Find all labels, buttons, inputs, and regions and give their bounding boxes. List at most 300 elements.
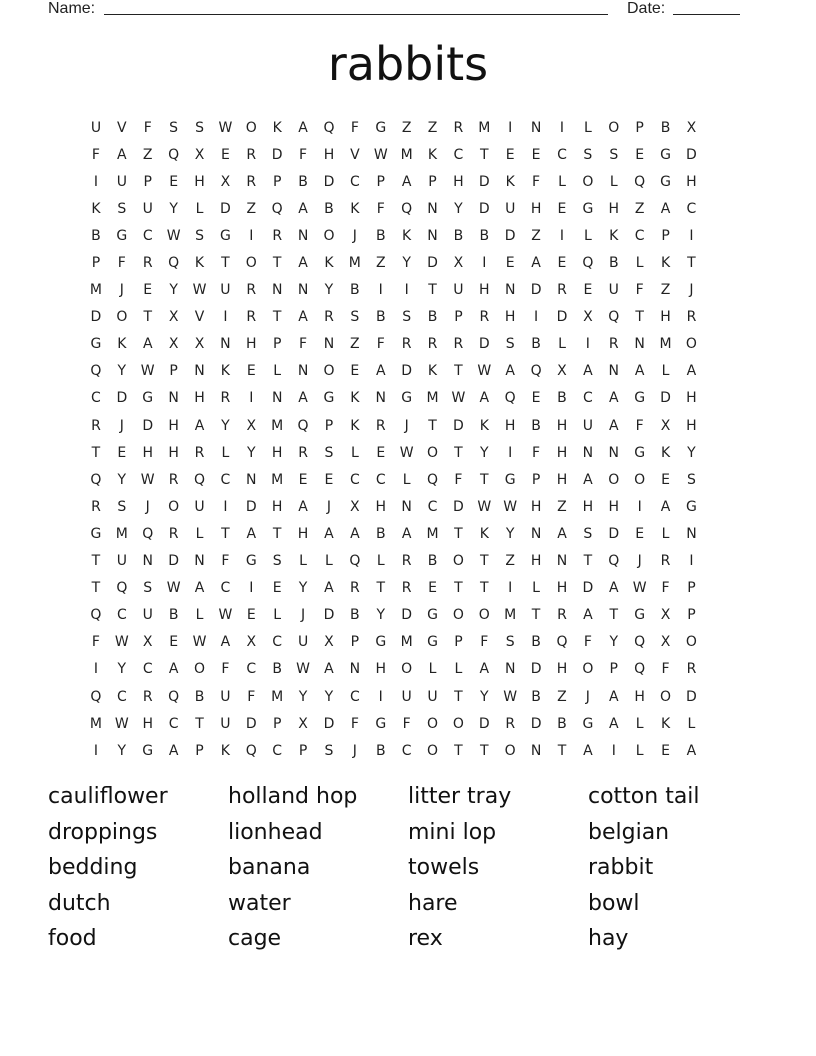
- grid-letter: O: [116, 309, 128, 326]
- word-list-item: belgian: [588, 819, 670, 845]
- grid-letter: Q: [90, 688, 102, 705]
- grid-letter: D: [504, 227, 516, 244]
- grid-letter: A: [505, 363, 515, 380]
- grid-row: [83, 385, 733, 412]
- grid-letter: E: [635, 146, 645, 163]
- grid-letter: W: [166, 227, 181, 244]
- grid-letter: L: [273, 363, 282, 380]
- grid-letter: O: [245, 255, 257, 272]
- grid-letter: C: [349, 471, 360, 488]
- grid-letter: S: [324, 742, 334, 759]
- grid-letter: N: [427, 200, 438, 217]
- grid-letter: N: [271, 282, 283, 299]
- grid-letter: L: [583, 119, 592, 136]
- grid-letter: W: [140, 471, 155, 488]
- grid-letter: B: [375, 742, 386, 759]
- grid-letter: R: [686, 661, 697, 678]
- grid-letter: G: [245, 553, 257, 570]
- grid-row: [83, 114, 733, 141]
- grid-row: [83, 548, 733, 575]
- grid-letter: N: [427, 227, 438, 244]
- grid-letter: G: [90, 525, 102, 542]
- grid-letter: N: [323, 336, 335, 353]
- grid-letter: C: [220, 580, 231, 597]
- grid-letter: N: [297, 282, 309, 299]
- word-list-item: banana: [228, 855, 311, 880]
- grid-letter: K: [505, 173, 515, 190]
- grid-letter: K: [91, 200, 101, 217]
- grid-letter: D: [427, 255, 438, 272]
- grid-letter: L: [558, 173, 566, 190]
- grid-letter: Y: [609, 634, 619, 651]
- grid-letter: W: [296, 661, 310, 678]
- word-list-item: cauliflower: [48, 784, 168, 809]
- word-list-item: holland hop: [228, 784, 358, 809]
- grid-letter: S: [583, 146, 593, 163]
- grid-letter: G: [634, 607, 646, 624]
- grid-letter: G: [634, 444, 646, 461]
- grid-letter: U: [505, 200, 516, 217]
- word-list-item: hay: [588, 926, 629, 951]
- grid-letter: K: [660, 715, 671, 732]
- grid-letter: F: [91, 146, 100, 163]
- grid-letter: L: [325, 553, 333, 570]
- grid-letter: Q: [582, 255, 594, 272]
- grid-letter: N: [530, 742, 542, 759]
- grid-letter: Z: [401, 119, 412, 136]
- grid-letter: Q: [401, 200, 413, 217]
- grid-letter: R: [557, 282, 567, 299]
- grid-letter: A: [479, 661, 490, 678]
- grid-row: [83, 277, 733, 304]
- grid-letter: X: [168, 336, 179, 353]
- grid-letter: G: [427, 607, 438, 624]
- grid-letter: T: [480, 742, 489, 759]
- grid-letter: U: [116, 173, 127, 190]
- grid-letter: N: [686, 525, 697, 542]
- grid-letter: U: [582, 417, 593, 434]
- grid-letter: Q: [168, 146, 180, 163]
- grid-letter: C: [401, 742, 412, 759]
- grid-letter: B: [608, 255, 619, 272]
- grid-letter: M: [271, 471, 284, 488]
- grid-letter: B: [531, 688, 541, 705]
- grid-letter: T: [480, 553, 489, 570]
- grid-letter: A: [375, 363, 386, 380]
- grid-letter: T: [91, 444, 101, 461]
- grid-row: [83, 331, 733, 358]
- grid-letter: B: [168, 607, 179, 624]
- grid-letter: D: [323, 607, 335, 624]
- grid-letter: S: [350, 309, 360, 326]
- grid-letter: B: [324, 200, 334, 217]
- grid-letter: E: [350, 363, 360, 380]
- grid-letter: H: [556, 661, 568, 678]
- grid-letter: J: [689, 282, 694, 299]
- grid-letter: A: [608, 688, 619, 705]
- grid-letter: E: [583, 282, 593, 299]
- grid-letter: R: [220, 390, 231, 407]
- grid-row: [83, 466, 733, 493]
- grid-row: [83, 737, 733, 764]
- grid-letter: E: [298, 471, 308, 488]
- grid-letter: Y: [480, 444, 489, 461]
- grid-row: [83, 141, 733, 168]
- grid-letter: G: [427, 634, 438, 651]
- grid-letter: L: [195, 200, 204, 217]
- grid-letter: B: [427, 553, 438, 570]
- grid-letter: P: [635, 119, 644, 136]
- grid-letter: F: [583, 634, 592, 651]
- grid-letter: O: [452, 553, 464, 570]
- grid-letter: C: [557, 146, 567, 163]
- grid-letter: C: [142, 227, 153, 244]
- grid-letter: R: [91, 417, 101, 434]
- grid-letter: Y: [117, 661, 127, 678]
- grid-letter: D: [271, 146, 283, 163]
- grid-letter: U: [142, 200, 153, 217]
- grid-letter: N: [349, 661, 361, 678]
- grid-letter: B: [531, 634, 541, 651]
- grid-letter: S: [143, 580, 153, 597]
- grid-letter: P: [428, 173, 437, 190]
- grid-letter: A: [401, 525, 412, 542]
- grid-letter: L: [350, 444, 359, 461]
- grid-letter: R: [557, 607, 567, 624]
- grid-letter: H: [634, 688, 645, 705]
- grid-letter: Q: [504, 390, 516, 407]
- word-list-item: dutch: [48, 890, 111, 916]
- grid-letter: A: [660, 200, 671, 217]
- grid-letter: L: [273, 607, 282, 624]
- grid-letter: M: [659, 336, 672, 353]
- grid-letter: B: [660, 119, 671, 136]
- grid-letter: N: [530, 119, 542, 136]
- grid-letter: I: [559, 119, 565, 136]
- grid-letter: X: [660, 607, 671, 624]
- grid-letter: Y: [169, 282, 178, 299]
- grid-letter: Q: [556, 634, 568, 651]
- grid-letter: S: [117, 498, 127, 515]
- grid-letter: X: [168, 309, 179, 326]
- grid-letter: W: [451, 390, 466, 407]
- grid-letter: A: [324, 525, 334, 542]
- grid-letter: L: [583, 227, 592, 244]
- grid-letter: P: [91, 255, 101, 272]
- grid-letter: X: [298, 715, 308, 732]
- grid-letter: R: [246, 309, 257, 326]
- grid-letter: H: [194, 173, 205, 190]
- date-label: Date:: [627, 0, 666, 17]
- grid-letter: H: [582, 498, 594, 515]
- grid-letter: D: [686, 146, 697, 163]
- grid-letter: E: [169, 173, 179, 190]
- grid-letter: S: [402, 309, 412, 326]
- grid-letter: B: [557, 715, 567, 732]
- grid-letter: Y: [247, 444, 256, 461]
- grid-letter: T: [635, 309, 644, 326]
- date-blank-line: [673, 14, 740, 15]
- grid-row: [83, 249, 733, 276]
- grid-row: [83, 602, 733, 629]
- grid-letter: E: [143, 282, 153, 299]
- grid-letter: C: [91, 390, 101, 407]
- grid-letter: H: [323, 146, 335, 163]
- grid-letter: J: [301, 607, 306, 624]
- grid-letter: P: [272, 336, 282, 353]
- grid-row: [83, 575, 733, 602]
- grid-letter: R: [349, 580, 360, 597]
- grid-letter: K: [479, 417, 489, 434]
- grid-letter: P: [454, 634, 463, 651]
- word-list-item: rabbit: [588, 855, 654, 880]
- grid-letter: Y: [298, 580, 308, 597]
- grid-letter: D: [530, 661, 542, 678]
- grid-letter: B: [91, 227, 101, 244]
- grid-letter: C: [220, 471, 231, 488]
- grid-letter: D: [453, 417, 464, 434]
- grid-letter: P: [195, 742, 204, 759]
- grid-letter: K: [479, 525, 489, 542]
- grid-letter: M: [478, 119, 491, 136]
- grid-letter: Q: [90, 607, 102, 624]
- grid-letter: I: [637, 498, 642, 515]
- grid-letter: T: [454, 742, 463, 759]
- grid-letter: I: [378, 688, 383, 705]
- grid-row: [83, 358, 733, 385]
- grid-letter: D: [220, 200, 231, 217]
- grid-letter: I: [689, 227, 694, 244]
- grid-letter: O: [504, 742, 516, 759]
- grid-letter: V: [117, 119, 127, 136]
- grid-letter: Z: [634, 200, 645, 217]
- grid-letter: X: [246, 634, 257, 651]
- grid-letter: E: [428, 580, 437, 597]
- word-list-item: towels: [408, 855, 480, 880]
- grid-letter: O: [685, 336, 697, 353]
- grid-letter: N: [142, 553, 153, 570]
- grid-letter: T: [480, 580, 489, 597]
- grid-letter: D: [401, 363, 413, 380]
- grid-letter: N: [375, 390, 386, 407]
- grid-letter: T: [454, 580, 463, 597]
- grid-letter: I: [534, 309, 539, 326]
- grid-letter: S: [583, 525, 593, 542]
- grid-letter: J: [637, 553, 642, 570]
- grid-letter: D: [478, 200, 490, 217]
- grid-letter: A: [531, 255, 541, 272]
- grid-letter: J: [352, 742, 357, 759]
- grid-letter: F: [376, 200, 385, 217]
- grid-letter: A: [583, 363, 593, 380]
- grid-letter: Z: [531, 227, 541, 244]
- grid-letter: Y: [687, 444, 696, 461]
- grid-letter: R: [168, 471, 179, 488]
- grid-letter: B: [531, 336, 541, 353]
- grid-letter: M: [426, 390, 439, 407]
- grid-letter: I: [559, 227, 565, 244]
- grid-letter: X: [194, 336, 205, 353]
- grid-letter: H: [168, 444, 179, 461]
- grid-letter: R: [401, 553, 412, 570]
- grid-letter: A: [608, 715, 619, 732]
- grid-letter: Y: [505, 525, 515, 542]
- grid-letter: A: [608, 580, 619, 597]
- grid-letter: Q: [193, 471, 206, 488]
- grid-row: [83, 439, 733, 466]
- grid-letter: B: [557, 390, 567, 407]
- grid-letter: K: [194, 255, 205, 272]
- grid-letter: H: [686, 173, 697, 190]
- grid-letter: X: [142, 634, 153, 651]
- grid-letter: R: [660, 553, 671, 570]
- grid-letter: H: [608, 200, 620, 217]
- grid-letter: Q: [90, 363, 102, 380]
- grid-letter: C: [116, 688, 127, 705]
- grid-letter: H: [375, 498, 386, 515]
- grid-letter: N: [297, 363, 309, 380]
- grid-letter: Y: [324, 688, 334, 705]
- grid-letter: M: [271, 417, 284, 434]
- grid-letter: B: [350, 282, 360, 299]
- grid-letter: F: [247, 688, 256, 705]
- grid-letter: L: [402, 471, 411, 488]
- grid-letter: Z: [557, 498, 567, 515]
- grid-letter: A: [583, 742, 593, 759]
- grid-letter: E: [505, 255, 515, 272]
- grid-letter: K: [427, 146, 438, 163]
- grid-letter: N: [297, 227, 309, 244]
- grid-letter: G: [634, 390, 646, 407]
- grid-letter: H: [660, 309, 671, 326]
- grid-letter: K: [117, 336, 127, 353]
- grid-letter: H: [556, 417, 568, 434]
- grid-letter: C: [427, 498, 438, 515]
- grid-letter: D: [323, 715, 335, 732]
- grid-letter: I: [585, 336, 590, 353]
- grid-letter: Q: [323, 119, 335, 136]
- grid-letter: P: [324, 417, 334, 434]
- grid-letter: A: [168, 661, 179, 678]
- grid-letter: D: [401, 607, 413, 624]
- grid-letter: A: [324, 661, 334, 678]
- grid-letter: M: [89, 282, 102, 299]
- grid-letter: Y: [454, 200, 463, 217]
- grid-letter: Q: [271, 200, 283, 217]
- word-search-grid: [83, 114, 733, 764]
- grid-letter: G: [375, 634, 387, 651]
- grid-letter: G: [219, 227, 231, 244]
- grid-letter: U: [142, 607, 153, 624]
- grid-letter: H: [504, 417, 516, 434]
- grid-letter: I: [93, 742, 99, 759]
- grid-row: [83, 710, 733, 737]
- grid-letter: T: [609, 607, 619, 624]
- grid-letter: U: [194, 498, 205, 515]
- grid-letter: Q: [634, 634, 646, 651]
- grid-letter: D: [608, 525, 620, 542]
- grid-letter: A: [583, 607, 593, 624]
- grid-letter: P: [687, 607, 696, 624]
- grid-letter: N: [194, 363, 205, 380]
- grid-letter: H: [556, 444, 568, 461]
- grid-letter: S: [272, 553, 282, 570]
- grid-letter: R: [401, 580, 412, 597]
- grid-letter: G: [323, 390, 335, 407]
- grid-letter: B: [298, 173, 308, 190]
- grid-letter: U: [220, 688, 231, 705]
- grid-letter: R: [298, 444, 308, 461]
- grid-letter: F: [350, 715, 359, 732]
- grid-letter: W: [192, 282, 207, 299]
- grid-letter: O: [427, 715, 439, 732]
- grid-letter: Q: [116, 580, 128, 597]
- grid-letter: W: [503, 498, 518, 515]
- grid-letter: H: [608, 498, 620, 515]
- grid-letter: B: [453, 227, 464, 244]
- grid-letter: X: [660, 417, 671, 434]
- grid-letter: S: [609, 146, 619, 163]
- grid-letter: F: [532, 444, 541, 461]
- grid-letter: F: [221, 661, 230, 678]
- grid-letter: Q: [168, 688, 180, 705]
- grid-letter: Q: [634, 173, 646, 190]
- grid-letter: H: [686, 390, 697, 407]
- grid-letter: B: [479, 227, 490, 244]
- grid-letter: A: [298, 119, 308, 136]
- grid-letter: T: [454, 688, 463, 705]
- grid-letter: H: [271, 444, 283, 461]
- grid-letter: B: [272, 661, 282, 678]
- grid-letter: E: [661, 471, 670, 488]
- grid-letter: Q: [608, 553, 620, 570]
- grid-letter: E: [272, 580, 282, 597]
- grid-letter: R: [505, 715, 516, 732]
- grid-letter: Z: [375, 255, 386, 272]
- grid-letter: S: [195, 227, 204, 244]
- grid-letter: D: [453, 498, 464, 515]
- grid-letter: P: [298, 742, 308, 759]
- grid-letter: G: [142, 390, 154, 407]
- word-list-item: cotton tail: [588, 784, 700, 809]
- grid-letter: D: [245, 498, 257, 515]
- grid-row: [83, 683, 733, 710]
- grid-letter: F: [454, 471, 463, 488]
- grid-letter: X: [246, 417, 257, 434]
- grid-letter: F: [661, 580, 670, 597]
- grid-letter: O: [323, 227, 335, 244]
- grid-letter: O: [427, 444, 439, 461]
- grid-letter: P: [350, 634, 360, 651]
- grid-row: [83, 493, 733, 520]
- grid-letter: X: [220, 173, 231, 190]
- grid-letter: T: [143, 309, 152, 326]
- grid-letter: R: [427, 336, 438, 353]
- grid-letter: J: [119, 282, 124, 299]
- grid-letter: A: [194, 417, 205, 434]
- grid-letter: L: [687, 715, 696, 732]
- grid-letter: R: [194, 444, 205, 461]
- grid-letter: I: [249, 390, 254, 407]
- grid-letter: I: [93, 173, 99, 190]
- grid-letter: F: [376, 336, 385, 353]
- grid-letter: E: [246, 607, 256, 624]
- grid-letter: A: [686, 363, 697, 380]
- grid-letter: A: [298, 255, 308, 272]
- grid-letter: N: [168, 390, 179, 407]
- grid-letter: R: [479, 309, 490, 326]
- grid-letter: U: [427, 688, 438, 705]
